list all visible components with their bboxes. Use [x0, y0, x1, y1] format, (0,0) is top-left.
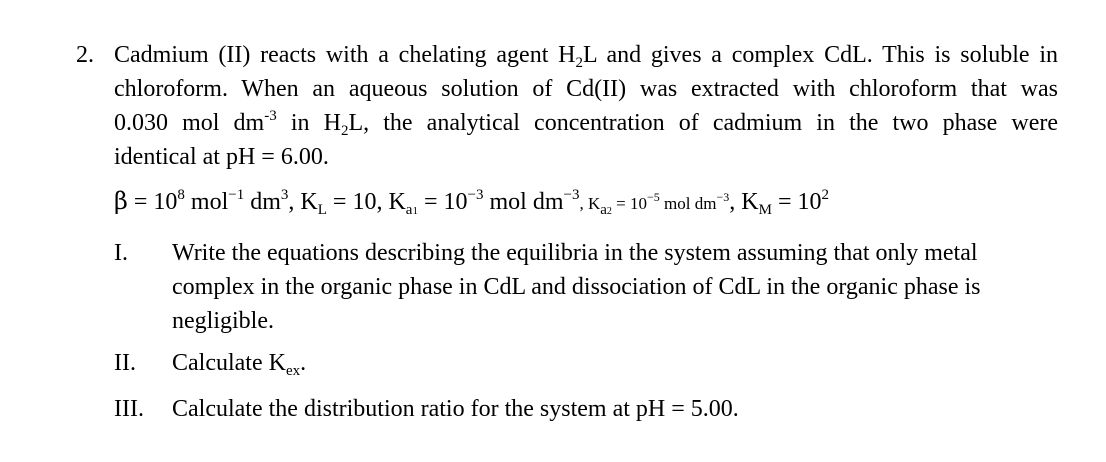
sub-question-2-text: Calculate $K_{ex}$. [172, 350, 307, 379]
ka2-term: , $K_{a2} = 10^{-5}$ mol $dm^{-3}$ [579, 190, 730, 218]
question-line-3: 0.030 mol $dm^{-3}$ in $H_2L$, the analytical concentration of cadmium in the two phase were [114, 108, 1059, 139]
sub-question-1-number: I. [114, 240, 128, 266]
sub-question-1-text: Write the equations describing the equilibria in the system assuming that only metal complex in the organic phase in CdL and dissociation of CdL in the organic phase is negligible. [172, 240, 981, 334]
question-line-2: chloroform. When an aqueous solution of Cd(II) was extracted with chloroform that was [114, 76, 1058, 102]
sub-question-3-text: Calculate the distribution ratio for the system at pH = 5.00. [172, 396, 739, 422]
question-paragraph [114, 38, 1058, 174]
beta-symbol: β [114, 187, 128, 215]
sub-question-2-number: II. [114, 350, 136, 376]
sub-question-3-number: III. [114, 396, 144, 422]
constants-line: $\beta = 10^8$ mol$^{-1}$ $dm^3$, $K_L = 10$, $K_{a1} = 10^{-3}$ mol $dm^{-3}$, $K_{a2} = 10^{-5}$ mol $dm^{-3}$, $K_M = 10^2$ [114, 187, 829, 218]
question-line-1: Cadmium (II) reacts with a chelating agent $H_2L$ and gives a complex CdL. This is soluble in [114, 42, 1059, 71]
question-number: 2. [76, 42, 94, 68]
question-line-4: identical at pH = 6.00. [114, 144, 329, 170]
